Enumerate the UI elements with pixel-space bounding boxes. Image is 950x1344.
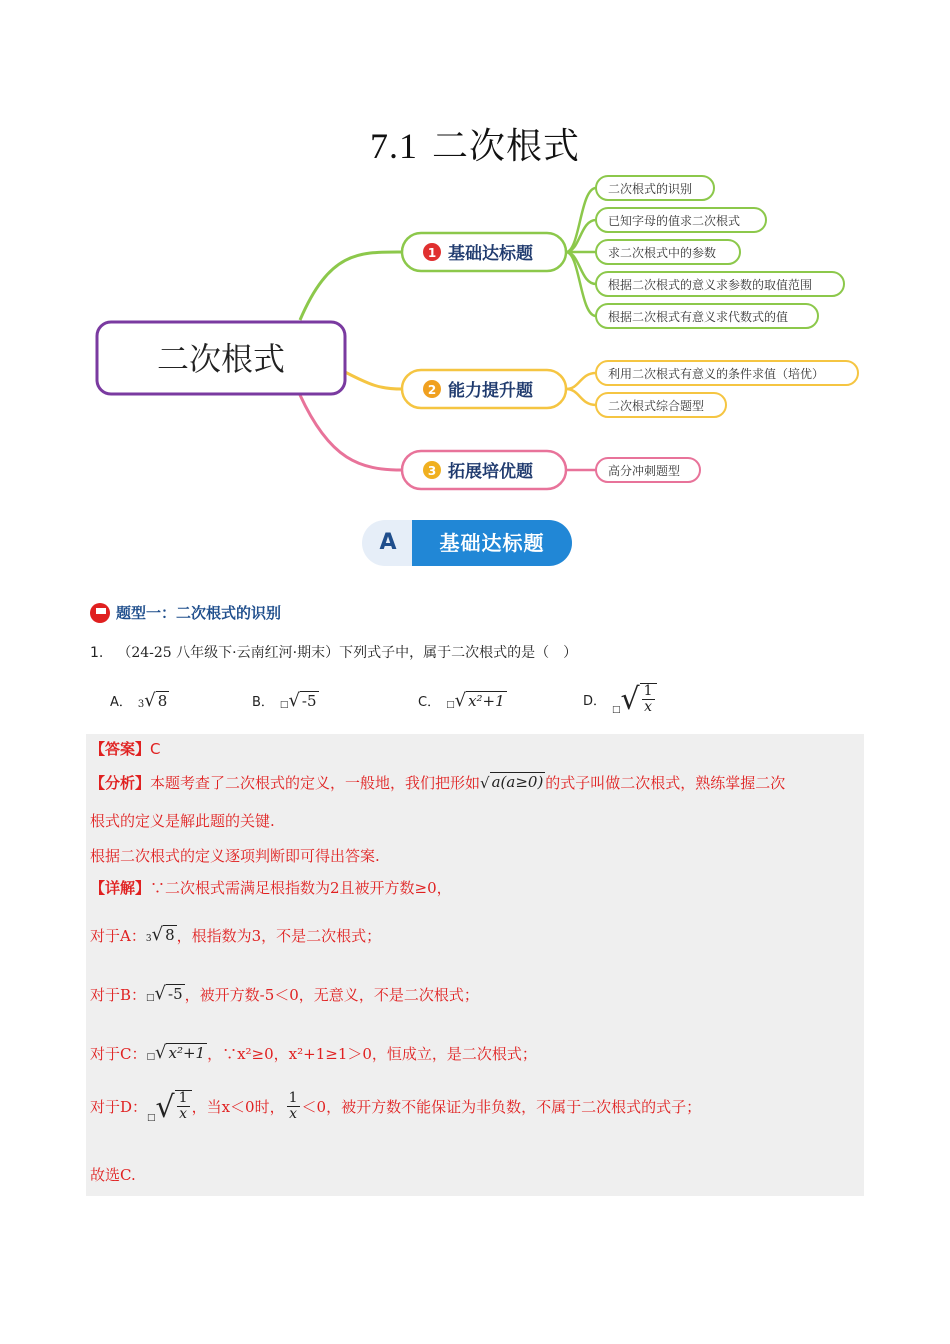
leaf-label: 求二次根式中的参数 — [608, 246, 717, 260]
branch-1-label: 基础达标题 — [448, 244, 533, 264]
option-d[interactable] — [583, 676, 657, 722]
mind-map — [0, 0, 950, 510]
root-label: 二次根式 — [156, 340, 286, 378]
radical: □ √ $\frac{1}{x}$ — [612, 683, 657, 716]
analysis-line-2: 根式的定义是解此题的关键. — [90, 812, 275, 830]
flag-icon — [90, 603, 110, 623]
option-letter: A． — [110, 694, 132, 710]
leaf-item — [596, 176, 714, 200]
option-letter: B． — [252, 694, 274, 710]
question-type-label: 题型一：二次根式的识别 — [116, 604, 282, 622]
conclusion-line: 故选C. — [90, 1166, 136, 1184]
leaf-label: 高分冲刺题型 — [608, 464, 681, 478]
branch-2-label: 能力提升题 — [448, 381, 533, 401]
leaf-item — [596, 240, 740, 264]
leaf-label: 根据二次根式有意义求代数式的值 — [608, 310, 789, 324]
analysis-line-3: 根据二次根式的定义逐项判断即可得出答案. — [90, 847, 380, 865]
option-c[interactable] — [418, 682, 507, 718]
leaf-item — [596, 272, 844, 296]
banner-label: 基础达标题 — [412, 520, 572, 566]
option-letter: C． — [418, 694, 441, 710]
leaf-item — [596, 393, 726, 417]
branch-3 — [402, 451, 566, 489]
branch-1-badge: 1 — [427, 246, 437, 260]
detail-d: 对于D： □ √ $\frac{1}{x}$ ，当x＜0时， $\frac{1}{x}$ ＜0， 被开方数不能保证为非负数，不属于二次根式的式子； — [90, 1089, 702, 1125]
branch-3-badge: 3 — [427, 464, 437, 478]
leaf-item — [596, 208, 766, 232]
branch-2-badge: 2 — [427, 383, 437, 397]
section-banner — [362, 520, 572, 566]
leaf-label: 已知字母的值求二次根式 — [608, 214, 741, 228]
analysis-line: 【分析】本题考查了二次根式的定义，一般地，我们把形如 √ a(a≥0) 的式子叫做二次根式，熟练掌握二次 — [90, 773, 786, 792]
answer-panel — [86, 734, 864, 1196]
title-text: 二次根式 — [431, 126, 580, 167]
question-number: 1. — [90, 645, 104, 661]
leaf-label: 二次根式的识别 — [608, 182, 693, 196]
option-letter: D． — [583, 693, 607, 709]
option-a[interactable] — [110, 682, 169, 718]
radical: □ √ -5 — [279, 689, 317, 711]
leaf-label: 二次根式综合题型 — [608, 399, 705, 413]
leaf-label: 根据二次根式的意义求参数的取值范围 — [608, 278, 813, 292]
question-text: （24-25 八年级下·云南红河·期末）下列式子中，属于二次根式的是（ ） — [117, 645, 578, 661]
title-number: 7.1 — [369, 126, 418, 166]
leaf-item — [596, 304, 818, 328]
detail-line: 【详解】∵二次根式需满足根指数为2且被开方数≥0， — [90, 879, 452, 897]
answer-line: 【答案】C — [90, 740, 161, 758]
detail-c: 对于C： □ √ x²+1 ，∵x²≥0，x²+1≥1＞0，恒成立，是二次根式； — [90, 1042, 537, 1063]
branch-2 — [402, 370, 566, 408]
branch-3-label: 拓展培优题 — [448, 462, 533, 482]
detail-b: 对于B： □ √ -5 ，被开方数-5＜0，无意义，不是二次根式； — [90, 983, 479, 1004]
branch-1 — [402, 233, 566, 271]
radical: □ √ x²+1 — [446, 689, 505, 711]
leaf-item — [596, 458, 700, 482]
option-b[interactable] — [252, 682, 319, 718]
question-type-heading — [90, 602, 281, 623]
banner-letter: A — [362, 520, 414, 566]
leaf-item — [596, 361, 858, 385]
question-stem — [90, 642, 577, 662]
detail-a: 对于A： 3 √ 8 ，根指数为3，不是二次根式； — [90, 924, 382, 945]
leaf-label: 利用二次根式有意义的条件求值（培优） — [608, 367, 825, 381]
radical: 3 √ 8 — [137, 689, 168, 711]
